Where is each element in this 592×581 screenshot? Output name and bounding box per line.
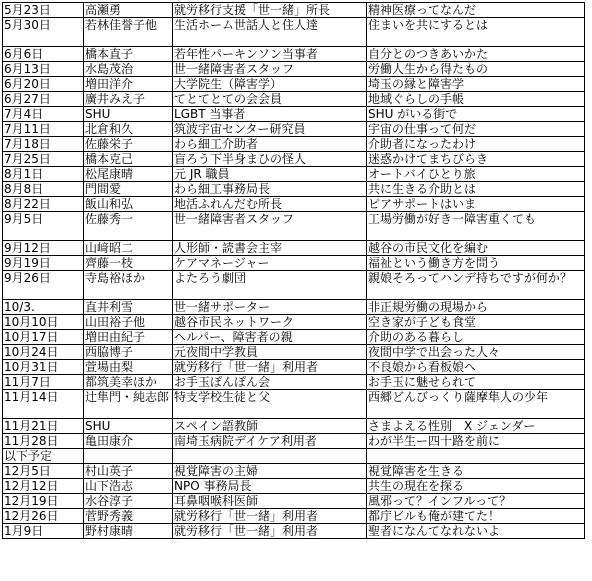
- topic-cell: 聖者になんてなれないよ: [367, 524, 585, 539]
- date-cell: 7月25日: [3, 152, 84, 167]
- speaker-cell: 齊藤一枝: [84, 256, 173, 271]
- speaker-cell: 北倉和久: [84, 122, 173, 137]
- affiliation-cell: NPO 事務局長: [173, 479, 367, 494]
- table-row: [3, 137, 585, 152]
- speaker-cell: 増田由紀子: [84, 330, 173, 345]
- date-cell: 10月10日: [3, 315, 84, 330]
- affiliation-cell: 地活ふれんだむ所長: [173, 197, 367, 212]
- date-cell: 8月22日: [3, 197, 84, 212]
- speaker-cell: 直井利雪: [84, 300, 173, 315]
- topic-cell: 埼玉の縁と障害学: [367, 77, 585, 92]
- table-row: [3, 47, 585, 62]
- speaker-cell: 飯山和弘: [84, 197, 173, 212]
- topic-cell: さまよえる性別 X ジェンダー: [367, 419, 585, 434]
- speaker-cell: SHU: [84, 107, 173, 122]
- affiliation-cell: 盲ろう下半身まひの怪人: [173, 152, 367, 167]
- speaker-cell: 寺島裕ほか: [84, 271, 173, 300]
- table-row: [3, 524, 585, 539]
- speaker-cell: 萱場由梨: [84, 360, 173, 375]
- table-row: [3, 152, 585, 167]
- affiliation-cell: 生活ホーム世話人と住人達: [173, 18, 367, 47]
- table-row: [3, 212, 585, 241]
- speaker-cell: 都筑美幸ほか: [84, 375, 173, 390]
- speaker-cell: 野村康晴: [84, 524, 173, 539]
- affiliation-cell: お手玉ぽんぽん会: [173, 375, 367, 390]
- topic-cell: 迷惑かけてまちびらき: [367, 152, 585, 167]
- date-cell: 7月4日: [3, 107, 84, 122]
- affiliation-cell: 世一緒障害者スタッフ: [173, 212, 367, 241]
- table-row: [3, 419, 585, 434]
- table-row: [3, 3, 585, 18]
- table-row: [3, 92, 585, 107]
- date-cell: 11月28日: [3, 434, 84, 449]
- speaker-cell: SHU: [84, 419, 173, 434]
- date-cell: 7月11日: [3, 122, 84, 137]
- speaker-cell: [84, 449, 173, 464]
- date-cell: 12月26日: [3, 509, 84, 524]
- speaker-cell: 増田洋介: [84, 77, 173, 92]
- table-row: [3, 375, 585, 390]
- date-cell: 6月6日: [3, 47, 84, 62]
- date-cell: 11月21日: [3, 419, 84, 434]
- topic-cell: 共に生きる介助とは: [367, 182, 585, 197]
- topic-cell: 介助のある暮らし: [367, 330, 585, 345]
- speaker-cell: 門間愛: [84, 182, 173, 197]
- topic-cell: 労働人生から得たもの: [367, 62, 585, 77]
- affiliation-cell: ケアマネージャー: [173, 256, 367, 271]
- affiliation-cell: 世一緒サポーター: [173, 300, 367, 315]
- table-row: [3, 449, 585, 464]
- table-row: [3, 315, 585, 330]
- topic-cell: 西郷どんびっくり薩摩隼人の少年: [367, 390, 585, 419]
- table-row: [3, 330, 585, 345]
- date-cell: 11月14日: [3, 390, 84, 419]
- affiliation-cell: LGBT 当事者: [173, 107, 367, 122]
- speaker-cell: 水谷淳子: [84, 494, 173, 509]
- speaker-cell: 若林佳誉子他: [84, 18, 173, 47]
- topic-cell: 自分とのつきあいかた: [367, 47, 585, 62]
- table-row: [3, 300, 585, 315]
- table-row: [3, 167, 585, 182]
- topic-cell: 都庁ビルも俺が建てた！: [367, 509, 585, 524]
- topic-cell: 共生の現在を探る: [367, 479, 585, 494]
- date-cell: 11月7日: [3, 375, 84, 390]
- speaker-cell: 山下浩志: [84, 479, 173, 494]
- topic-cell: 介助者になったわけ: [367, 137, 585, 152]
- affiliation-cell: 視覚障害の主婦: [173, 464, 367, 479]
- table-row: [3, 18, 585, 47]
- speaker-cell: 菅野秀義: [84, 509, 173, 524]
- table-row: [3, 77, 585, 92]
- topic-cell: 親娘そろってハンデ持ちですが何か？: [367, 271, 585, 300]
- affiliation-cell: 特支学校生徒と父: [173, 390, 367, 419]
- schedule-body: [3, 3, 585, 539]
- table-row: [3, 241, 585, 256]
- topic-cell: 工場労働が好き一障害重くても: [367, 212, 585, 241]
- affiliation-cell: ヘルパー、障害者の親: [173, 330, 367, 345]
- table-row: [3, 271, 585, 300]
- date-cell: 6月13日: [3, 62, 84, 77]
- affiliation-cell: 就労移行支援「世一緒」所長: [173, 3, 367, 18]
- date-cell: 9月26日: [3, 271, 84, 300]
- affiliation-cell: 南埼玉病院デイケア利用者: [173, 434, 367, 449]
- table-row: [3, 494, 585, 509]
- topic-cell: 宇宙の仕事って何だ: [367, 122, 585, 137]
- affiliation-cell: 就労移行「世一緒」利用者: [173, 360, 367, 375]
- date-cell: 8月1日: [3, 167, 84, 182]
- topic-cell: 福祉という働き方を問う: [367, 256, 585, 271]
- table-row: [3, 197, 585, 212]
- topic-cell: 精神医療ってなんだ: [367, 3, 585, 18]
- topic-cell: 空き家が子ども食堂: [367, 315, 585, 330]
- affiliation-cell: 世一緒障害者スタッフ: [173, 62, 367, 77]
- affiliation-cell: 耳鼻咽喉科医師: [173, 494, 367, 509]
- topic-cell: 非正規労働の現場から: [367, 300, 585, 315]
- table-row: [3, 182, 585, 197]
- speaker-cell: 橋本直子: [84, 47, 173, 62]
- date-cell: 12月5日: [3, 464, 84, 479]
- topic-cell: 住まいを共にするとは: [367, 18, 585, 47]
- table-row: [3, 345, 585, 360]
- affiliation-cell: 就労移行「世一緒」利用者: [173, 524, 367, 539]
- table-row: [3, 464, 585, 479]
- topic-cell: [367, 449, 585, 464]
- date-cell: 1月9日: [3, 524, 84, 539]
- date-cell: 10月24日: [3, 345, 84, 360]
- speaker-cell: 高瀬勇: [84, 3, 173, 18]
- topic-cell: ピアサポートはいま: [367, 197, 585, 212]
- affiliation-cell: よたろう劇団: [173, 271, 367, 300]
- speaker-cell: 松尾康晴: [84, 167, 173, 182]
- affiliation-cell: 人形師・読書会主宰: [173, 241, 367, 256]
- speaker-cell: 辻隼門・純志郎: [84, 390, 173, 419]
- topic-cell: 越谷の市民文化を編む: [367, 241, 585, 256]
- speaker-cell: 水島茂治: [84, 62, 173, 77]
- schedule-table: [2, 2, 585, 539]
- topic-cell: SHU がいる街で: [367, 107, 585, 122]
- speaker-cell: 西脇博子: [84, 345, 173, 360]
- affiliation-cell: わら細工介助者: [173, 137, 367, 152]
- affiliation-cell: 元 JR 職員: [173, 167, 367, 182]
- table-row: [3, 256, 585, 271]
- speaker-cell: 山﨑昭二: [84, 241, 173, 256]
- speaker-cell: 橋本克己: [84, 152, 173, 167]
- date-cell: 10月31日: [3, 360, 84, 375]
- topic-cell: 風邪って？インフルって？: [367, 494, 585, 509]
- table-row: [3, 434, 585, 449]
- topic-cell: わが半生ー四十路を前に: [367, 434, 585, 449]
- speaker-cell: 佐藤秀一: [84, 212, 173, 241]
- date-cell: 9月12日: [3, 241, 84, 256]
- affiliation-cell: 元夜間中学教員: [173, 345, 367, 360]
- speaker-cell: 廣井みえ子: [84, 92, 173, 107]
- speaker-cell: 山田裕子他: [84, 315, 173, 330]
- table-row: [3, 62, 585, 77]
- table-row: [3, 390, 585, 419]
- speaker-cell: 亀田康介: [84, 434, 173, 449]
- speaker-cell: 村山英子: [84, 464, 173, 479]
- date-cell: 9月5日: [3, 212, 84, 241]
- affiliation-cell: 就労移行「世一緒」利用者: [173, 509, 367, 524]
- topic-cell: 不良娘から看板娘へ: [367, 360, 585, 375]
- topic-cell: オートバイひとり旅: [367, 167, 585, 182]
- table-row: [3, 479, 585, 494]
- date-cell: 10月17日: [3, 330, 84, 345]
- topic-cell: 視覚障害を生きる: [367, 464, 585, 479]
- affiliation-cell: 越谷市民ネットワーク: [173, 315, 367, 330]
- date-cell: 12月19日: [3, 494, 84, 509]
- affiliation-cell: てとてとての会会員: [173, 92, 367, 107]
- table-row: [3, 509, 585, 524]
- topic-cell: 夜間中学で出会った人々: [367, 345, 585, 360]
- date-cell: 8月8日: [3, 182, 84, 197]
- date-cell: 9月19日: [3, 256, 84, 271]
- date-cell: 6月20日: [3, 77, 84, 92]
- affiliation-cell: わら細工事務局長: [173, 182, 367, 197]
- date-cell: 5月30日: [3, 18, 84, 47]
- date-cell: 以下予定: [3, 449, 84, 464]
- date-cell: 10/3.: [3, 300, 84, 315]
- speaker-cell: 佐藤栄子: [84, 137, 173, 152]
- topic-cell: お手玉に魅せられて: [367, 375, 585, 390]
- affiliation-cell: 若年性パーキンソン当事者: [173, 47, 367, 62]
- date-cell: 7月18日: [3, 137, 84, 152]
- table-row: [3, 107, 585, 122]
- topic-cell: 地域ぐらしの手帳: [367, 92, 585, 107]
- affiliation-cell: [173, 449, 367, 464]
- table-row: [3, 360, 585, 375]
- affiliation-cell: 筑波宇宙センター研究員: [173, 122, 367, 137]
- table-row: [3, 122, 585, 137]
- date-cell: 12月12日: [3, 479, 84, 494]
- date-cell: 6月27日: [3, 92, 84, 107]
- date-cell: 5月23日: [3, 3, 84, 18]
- affiliation-cell: スペイン語教師: [173, 419, 367, 434]
- affiliation-cell: 大学院生（障害学）: [173, 77, 367, 92]
